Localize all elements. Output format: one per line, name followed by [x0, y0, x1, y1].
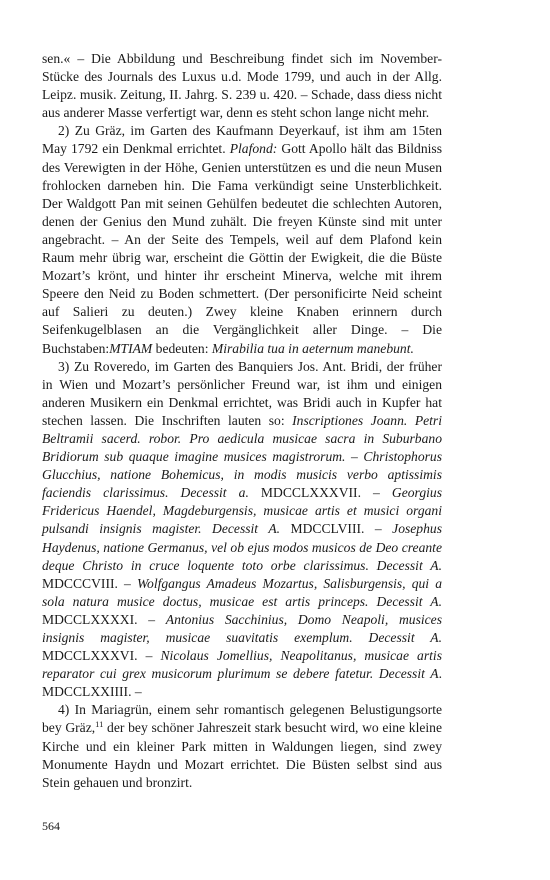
paragraph-mariagruen-monument	[42, 701, 442, 791]
italic-run: Antonius Sacchinius, Domo Neapoli, musices insignis magister, musicae suavitatis exemplum. Decessit A.	[42, 611, 442, 645]
paragraph-graz-monument	[42, 122, 442, 357]
text-run: MDCCCVIII. –	[42, 575, 137, 591]
italic-run: MTIAM	[109, 340, 153, 356]
text-run: 2) Zu Gräz, im Garten des Kaufmann Deyerkauf, ist ihm am 15ten May 1792 ein Denkmal errichtet.	[42, 123, 442, 157]
text-run: 3) Zu Roveredo, im Garten des Banquiers Jos. Ant. Bridi, der früher in Wien und Mozart’s persönlicher Freund war, ist ihm und einigen anderen Musikern ein Denkmal errichtet, was Bridi auch in Kupfer hat stechen lassen. Die Inschriften lauten so:	[42, 358, 442, 428]
text-run: . MDCCLXXIIII. –	[42, 666, 442, 700]
footnote-ref: 11	[95, 719, 104, 730]
paragraph-continuation	[42, 50, 442, 122]
italic-run: Mirabilia tua in aeternum manebunt.	[211, 340, 414, 356]
text-run: MDCCLXXXVII. –	[248, 485, 392, 501]
italic-run: Plafond:	[229, 141, 278, 157]
italic-run: Wolfgangus Amadeus Mozartus, Salisburgensis, qui a sola natura musice doctus, musicae est artis princeps. Decessit A.	[42, 575, 442, 609]
text-run: der bey schöner Jahreszeit stark besucht wird, wo eine kleine Kirche und ein kleiner Park mitten in Waldungen liegen, sind zwey Monumente Haydn und Mozart errichtet. Die Büsten selbst sind aus Stein gehauen und bronzirt.	[42, 720, 442, 790]
body-text	[42, 50, 442, 792]
text-run: 4) In Mariagrün, einem sehr romantisch gelegenen Belustigungsorte bey Gräz,	[42, 702, 442, 736]
text-run: bedeuten:	[152, 340, 212, 356]
text-run: MDCCLXXXVI. –	[42, 648, 161, 664]
italic-run: Nicolaus Jomellius, Neapolitanus, musicae artis reparator cui grex musicorum plurimum se debere fatetur. Decessit A	[42, 648, 442, 682]
italic-run: Georgius Fridericus Haendel, Magdeburgensis, musicae artis et musici organi pulsandi insignis magister. Decessit A.	[42, 485, 442, 537]
italic-run: Josephus Haydenus, natione Germanus, vel ob ejus modos musicos de Deo creante deque Christo in cruce loquente toto orbe clarissimus. Decessit A.	[42, 521, 442, 573]
page-number: 564	[42, 819, 60, 833]
paragraph-roveredo-monument	[42, 358, 442, 702]
text-run: MDCCLVIII. –	[280, 521, 393, 537]
italic-run: Inscriptiones Joann. Petri Beltramii sacerd. robor. Pro aedicula musicae sacra in Suburbano Bridiorum sub quaque imagine musices magistrorum. – Christophorus Glucchius, natione Bohemicus, in modis musicis verbo aptissimis faciendis clarissimus. Decessit a.	[42, 412, 442, 501]
text-run: sen.« – Die Abbildung und Beschreibung findet sich im November-Stücke des Journals des Luxus u.d. Mode 1799, und auch in der Allg. Leipz. musik. Zeitung, II. Jahrg. S. 239 u. 420. – Schade, dass diess nicht aus anderer Masse verfertigt war, denn es steht schon lange nicht mehr.	[42, 51, 442, 121]
text-run: MDCCLXXXXI. –	[42, 611, 166, 627]
text-run: Gott Apollo hält das Bildniss des Verewigten in der Höhe, Genien unterstützen es und die neun Musen frohlocken darneben hin. Die Fama verkündigt seine Unsterblichkeit. Der Waldgott Pan mit seinen Gehülfen bedeutet die schlechten Autoren, denen der Genius den Mund zuhält. Die freyen Künste sind mit unter angebracht. – An der Seite des Tempels, weil auf dem Plafond kein Raum mehr übrig war, erscheint die Göttin der Ewigkeit, die die Büste Mozart’s krönt, und hinter ihr erscheint Minerva, welche mit ihrem Speere den Neid zu Boden schmettert. (Der personificirte Neid scheint auf Salieri zu deuten.) Zwey kleine Knaben erinnern durch Seifenkugelblasen an die Vergänglichkeit aller Dinge. – Die Buchstaben:	[42, 141, 443, 356]
